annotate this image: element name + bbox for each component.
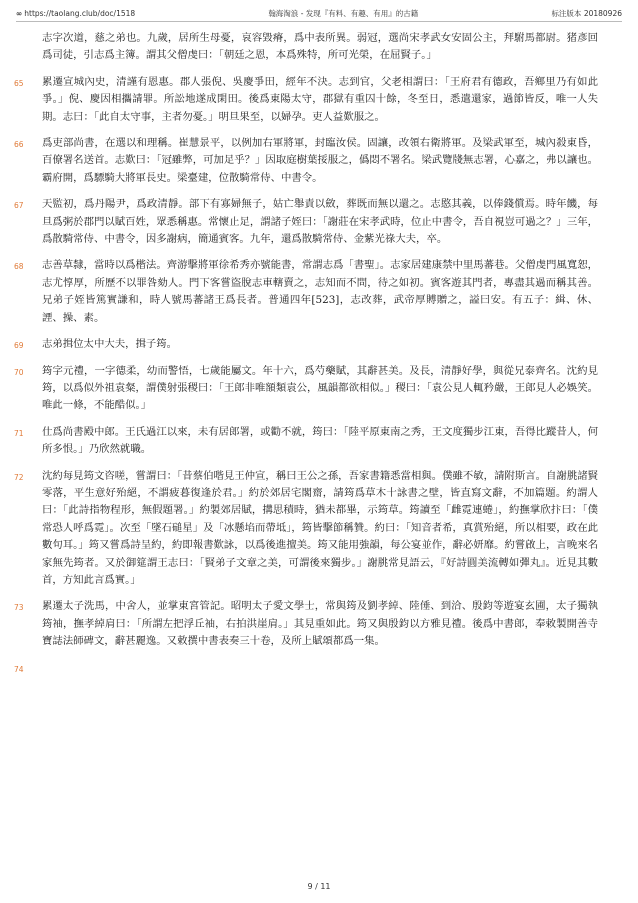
paragraph-number: 65 bbox=[14, 78, 24, 88]
header-url-group[interactable] bbox=[16, 9, 135, 18]
paragraph-number: 71 bbox=[14, 428, 24, 438]
paragraph-text: 沈約每見筠文咨嗟，嘗謂曰：「昔蔡伯喈見王仲宣，稱曰王公之孫，吾家書籍悉當相與。僕雖不敏，請附斯言。自謝朓諸賢零落，平生意好殆絕，不謂疲暮復逢於君。」約於郊居宅閣齋，請筠爲草木十詠書之壁，皆直寫文辭，不加篇題。約謂人曰：「此詩指物程形，無假題署。」約製郊居賦，搆思積時，猶未都畢，示筠草。筠讀至「雌霓連蜷」，約撫掌欣抃曰：「僕常恐人呼爲霓」。次至「墜石磓星」及「冰懸埳而帶坻」，筠皆擊節稱贊。約曰：「知音者希，真賞殆絕，所以相要，政在此數句耳。」筠又嘗爲詩呈約，約即報書歎詠，以爲後進擅美。筠又能用強韻，每公宴並作，辭必妍靡。約嘗啟上，言晚來名家無先筠者。又於御筵謂王志曰：「賢弟子文章之美，可謂後來獨步。」謝朓常見語云，『好詩圓美流轉如彈丸』。近見其數首，方知此言爲實。」 bbox=[42, 469, 598, 586]
intro-paragraph: 志字次道，慈之弟也。九歲，居所生母憂，哀容毀瘠，爲中表所異。弱冠，選尚宋孝武女安固公主，拜駙馬都尉。猪彥回爲司徒，引志爲主簿。謂其父僧虔曰：「朝廷之恩，本爲殊特，所可光榮，在屈賢子。」 bbox=[42, 32, 598, 62]
paragraph-text: 志善草隸，當時以爲楷法。齊游擊將軍徐希秀亦號能書，常謂志爲「書聖」。志家居建康禁中里馬蕃巷。父僧虔門風寬恕，志尤惇厚，所歷不以罪咎劾人。門下客嘗盜脫志車轄賣之，志知而不問，待之如初。賓客遊其門者，專盡其過而稱其善。兄弟子姪皆篤實謙和，時人號馬蕃諸王爲長者。普通四年[523]，志改葬，武帝厚賻贈之，謚曰安。有五子：緝、休、諲、操、素。 bbox=[42, 259, 598, 324]
paragraph-70 bbox=[14, 363, 598, 415]
paragraph-number: 74 bbox=[14, 664, 24, 674]
header-title: 翰海淘浪 - 发现『有料、有趣、有用』的古籍 bbox=[268, 8, 419, 18]
paragraph-text: 爲吏部尚書，在選以和理稱。崔慧景平，以例加右軍將軍，封臨汝侯。固讓，改領右衛將軍。及梁武軍至，城內殺東昏，百僚署名送首。志歎曰：「冠雖弊，可加足乎？」因取庭樹葉挼服之，僞悶不署名。梁武覽牋無志署，心嘉之，弗以讓也。霸府開，爲驃騎大將軍長史。梁臺建，位散騎常侍、中書令。 bbox=[42, 137, 598, 184]
page-number: 9 / 11 bbox=[307, 882, 331, 891]
paragraph-66 bbox=[14, 135, 598, 187]
paragraph-68 bbox=[14, 257, 598, 327]
header-url[interactable]: https://taolang.club/doc/1518 bbox=[24, 8, 136, 18]
paragraph-number: 69 bbox=[14, 341, 24, 351]
paragraph-69 bbox=[14, 336, 598, 353]
paragraph-text: 仕爲尚書殿中郎。王氏過江以來，未有居郎署，或勸不就，筠曰：「陸平原東南之秀，王文度獨步江東，吾得比蹤昔人，何所多恨。」乃欣然就職。 bbox=[42, 425, 598, 456]
paragraph-65 bbox=[14, 74, 598, 126]
paragraph-text: 志弟揖位太中大夫，揖子筠。 bbox=[42, 338, 178, 351]
paragraph-number: 72 bbox=[14, 472, 24, 482]
paragraph-number: 68 bbox=[14, 262, 24, 272]
paragraph-text: 累遷宣城內史，清謹有恩惠。郡人張倪、吳慶爭田，經年不決。志到官，父老相謂曰：「王府君有德政，吾鄉里乃有如此爭。」倪、慶因相攜請罪。所訟地遂成閑田。後爲東陽太守，郡獄有重囚十餘，冬至日，悉遣還家，過節皆反，唯一人失期。志曰：「此自太守事，主者勿憂。」明旦果至，以婦孕。吏人益歎服之。 bbox=[42, 75, 598, 123]
document-body bbox=[14, 30, 598, 674]
page-header bbox=[16, 7, 622, 19]
paragraph-number: 67 bbox=[14, 201, 24, 211]
header-divider bbox=[16, 21, 622, 22]
infinity-logo-icon: ∞ bbox=[16, 8, 23, 18]
paragraph-number: 66 bbox=[14, 140, 24, 150]
paragraph-72 bbox=[14, 468, 598, 590]
paragraph-text: 筠字元禮，一字德柔，幼而警悟，七歲能屬文。年十六，爲芍藥賦，其辭甚美。及長，清靜好學，與從兄泰齊名。沈約見筠，以爲似外祖袁粲，謂僕射張稷曰：「王郎非唯額類袁公，風韻都欲相似。」稷曰：「袁公見人輒矜嚴，王郎見人必娛笑。唯此一條，不能酷似。」 bbox=[42, 364, 598, 412]
paragraph-73 bbox=[14, 598, 598, 650]
paragraph-67 bbox=[14, 196, 598, 248]
paragraph-text: 累遷太子洗馬，中舍人，並掌東宮管記。昭明太子愛文學士，常與筠及劉孝綽、陸倕、到洽、殷鈞等遊宴玄圃，太子獨執筠袖，撫孝綽肩曰：「所謂左把浮丘袖，右拍洪崖肩。」其見重如此。筠又與殷鈞以方雅見禮。後爲中書郎，奉敕製開善寺寶誌法師碑文，辭甚麗逸。又敕撰中書表奏三十卷，及所上賦頌都爲一集。 bbox=[42, 600, 598, 648]
paragraph-number: 73 bbox=[14, 603, 24, 613]
header-version: 标注版本 20180926 bbox=[551, 8, 622, 18]
paragraph-number: 70 bbox=[14, 367, 24, 377]
paragraph-71 bbox=[14, 424, 598, 459]
paragraph-text: 天監初，爲丹陽尹，爲政清靜。部下有寡婦無子，姑亡舉責以斂，葬既而無以還之。志愍其義，以俸錢償焉。時年饑，每旦爲粥於郡門以賦百姓，眾悉稱惠。常懷止足，謂諸子姪曰：「謝莊在宋孝武時，位止中書令，吾自視豈可過之？」三年，爲散騎常侍、中書令，因多謝病，簡通賓客。九年，還爲散騎常侍、金紫光祿大夫，卒。 bbox=[42, 198, 598, 246]
